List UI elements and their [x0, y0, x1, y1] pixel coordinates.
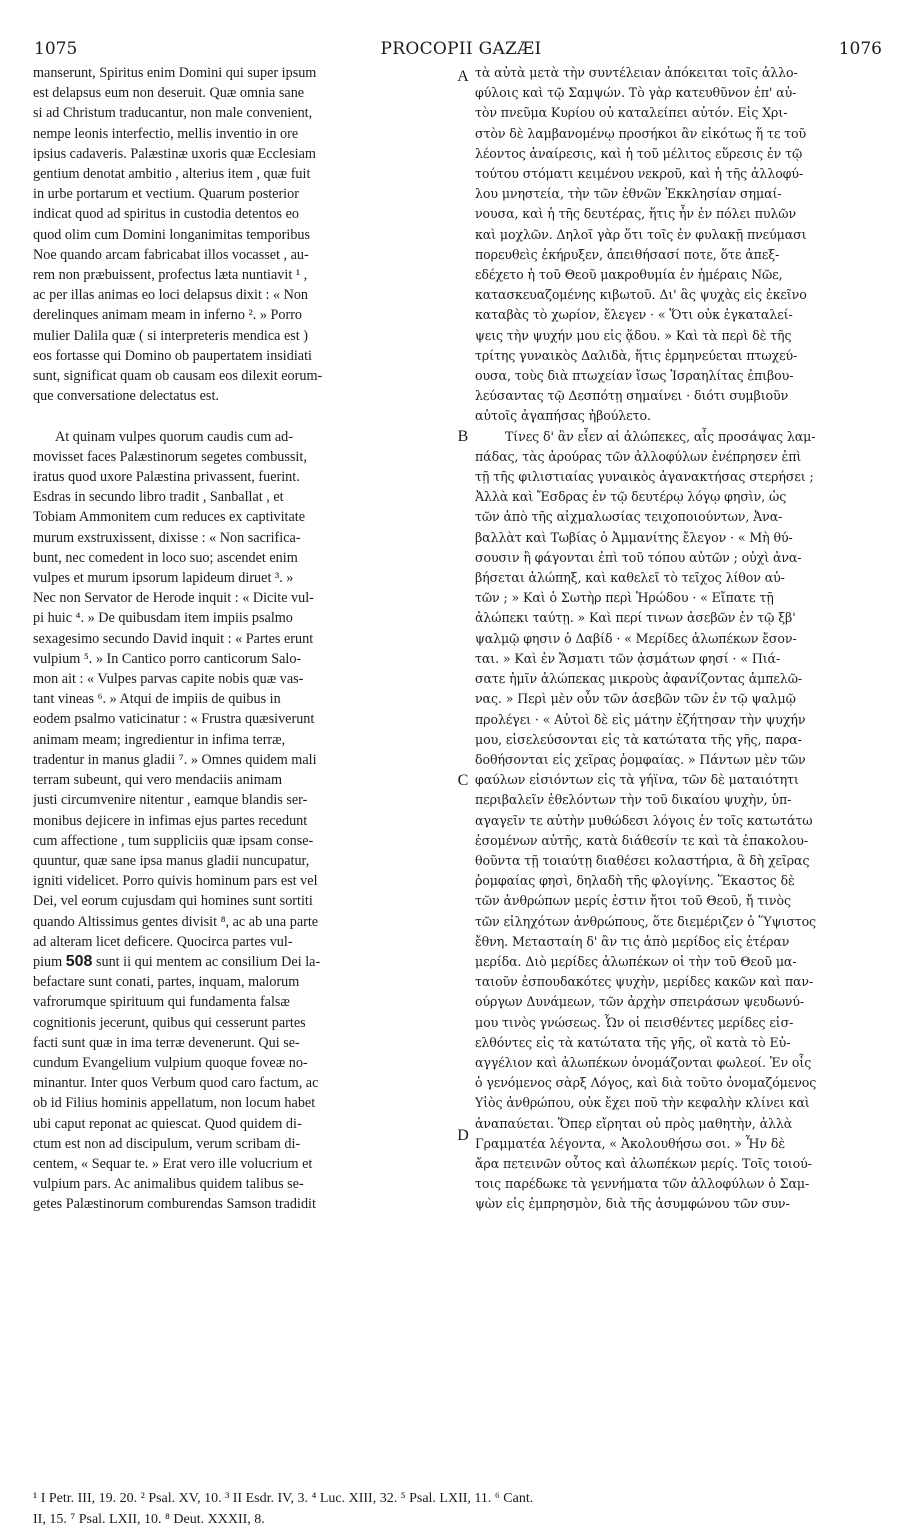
- text-line: terram subeunt, qui vero mendaciis animam: [33, 772, 282, 789]
- text-line: ἔθνη. Μετασταίη δ' ἂν τις ἀπὸ μερίδος εἰς ἑτέραν: [475, 933, 790, 949]
- text-line: πάδας, τὰς ἀρούρας τῶν ἀλλοφύλων ἐνέπρησεν ἐπὶ: [475, 448, 802, 464]
- text-line: bunt, nec comedent in loco suo; ascendet enim: [33, 549, 298, 566]
- page-number-left: 1075: [34, 39, 78, 59]
- text-line: vafrorumque spirituum qui fundamenta falsæ: [33, 994, 290, 1011]
- text-line: τῶν ; » Καὶ ὁ Σωτὴρ περὶ Ἡρώδου · « Εἴπατε τῇ: [475, 590, 774, 606]
- text-line: αγαγεῖν τε αὐτὴν μυθώδεσι λόγοις ἐν τοῖς κατωτάτω: [475, 812, 813, 828]
- text-line: pium 508 sunt ii qui mentem ac consilium Dei la-: [33, 952, 321, 970]
- text-line: quuntur, quæ sane ipsa manus gladii nuncupatur,: [33, 852, 310, 869]
- text-line: ψεις τὴν ψυχήν μου εἰς ᾅδου. » Καὶ τὰ περὶ δὲ τῆς: [475, 327, 792, 343]
- margin-letter-d: D: [457, 1127, 469, 1144]
- text-line: sunt, significat quam ob causam eos dilexit eorum-: [33, 368, 323, 385]
- footnotes: [33, 1488, 891, 1530]
- text-line: Tobiam Ammonitem cum reduces ex captivitate: [33, 509, 306, 526]
- text-line: τρίτης γυναικὸς Δαλιδὰ, ἥτις ἑρμηνεύεται πτωχεύ-: [475, 347, 798, 363]
- paragraph-gap: [33, 406, 451, 426]
- text-line: ob id Filius hominis appellatum, non locum habet: [33, 1095, 316, 1112]
- text-line: eodem psalmo vaticinatur : « Frustra quæsiverunt: [33, 711, 315, 728]
- text-line: vulpium pars. Ac animalibus quidem talibus se-: [33, 1176, 304, 1193]
- text-line: in urbe portarum et vectium. Quarum posterior: [33, 186, 299, 203]
- text-line: κατασκευαζομένης κιβωτοῦ. Δι' ἃς ψυχὰς εἰς ἐκεῖνο: [475, 287, 807, 303]
- text-line: στὸν δὲ λαμβανομένῳ προσήκοι ἂν εἰκότως ἥ τε τοῦ: [475, 125, 807, 141]
- text-line: ac per illas animas eo loci delapsus dixit : « Non: [33, 287, 309, 304]
- text-line: vulpes et murum ipsorum lapideum diruet ³. »: [33, 570, 294, 587]
- text-line: ἀναπαύεται. Ὅπερ εἴρηται οὐ πρὸς μαθητὴν, ἀλλὰ: [475, 1115, 793, 1131]
- text-line: justi circumvenire nitentur , eamque blandis ser-: [33, 792, 308, 809]
- text-line: vulpium ⁵. » In Cantico porro canticorum Salo-: [33, 650, 302, 667]
- text-line: est delapsus eum non deseruit. Quæ omnia sane: [33, 85, 305, 102]
- text-line: ταιοῦν ἐσπουδακότες ψυχὴν, μερίδες κακῶν καὶ παν-: [475, 974, 814, 990]
- text-line: τοις παρέδωκε τὰ γεννήματα τῶν ἀλλοφύλων ὁ Σαμ-: [475, 1176, 810, 1192]
- text-line: movisset faces Palæstinorum segetes combussit,: [33, 448, 307, 465]
- text-line: ούργων Δυνάμεων, τῶν ἀρχὴν σπειράσων ψευδωνύ-: [475, 994, 805, 1010]
- latin-text-column: [33, 63, 451, 1215]
- text-line: derelinques animam meam in inferno ². » Porro: [33, 307, 303, 324]
- margin-letter-a: A: [457, 68, 469, 85]
- text-line: Γραμματέα λέγοντα, « Ἀκολουθήσω σοι. » Ἦν δὲ: [475, 1135, 785, 1151]
- text-line: cum affectione , tum suppliciis quæ ipsam conse-: [33, 832, 314, 849]
- text-line: λου μνηστεία, τὴν τῶν ἐθνῶν Ἐκκλησίαν σημαί-: [475, 186, 782, 202]
- text-line: τῶν ἀπὸ τῆς αἰχμαλωσίας τειχοποιούντων, Ἀνα-: [475, 509, 783, 525]
- text-line: ῥομφαίας φησὶ, δηλαδὴ τῆς φλογίνης. Ἕκαστος δὲ: [475, 873, 795, 889]
- text-line: Dei, vel eorum cujusdam qui homines sunt sortiti: [33, 893, 313, 910]
- text-line: quod olim cum Domini longanimitas temporibus: [33, 226, 311, 243]
- text-line: manserunt, Spiritus enim Domini qui super ipsum: [33, 65, 317, 81]
- text-line: mon ait : « Vulpes parvas capite nobis quæ vas-: [33, 671, 304, 688]
- text-line: ubi caput reponat ac quiescat. Quod quidem di-: [33, 1115, 302, 1132]
- text-line: εδέχετο ἡ τοῦ Θεοῦ μακροθυμία ἐν ἡμέραις Νῶε,: [475, 267, 783, 283]
- text-line: φαύλων εἰσιόντων εἰς τὰ γήϊνα, τῶν δὲ ματαιότητι: [475, 772, 799, 788]
- text-line: mulier Dalila quæ ( si interpreteris mendica est ): [33, 327, 308, 344]
- text-line: σουσιν ἢ φάγονται ἐπὶ τοῦ τόπου αὐτῶν ; οὐχὶ ἀνα-: [475, 549, 802, 565]
- text-line: ctum est non ad discipulum, verum scribam di-: [33, 1135, 301, 1152]
- text-line: quando Altissimus gentes divisit ⁸, ac ab una parte: [33, 913, 319, 930]
- text-line: βήσεται ἀλώπηξ, καὶ καθελεῖ τὸ τεῖχος λίθον αὐ-: [475, 570, 785, 586]
- text-line: murum exstruxissent, dixisse : « Non sacrifica-: [33, 529, 301, 546]
- text-line: indicat quod ad spiritus in custodia detentos eo: [33, 206, 299, 223]
- page-number-right: 1076: [838, 39, 882, 59]
- footnote-line: ¹ I Petr. III, 19. 20. ² Psal. XV, 10. ³ II Esdr. IV, 3. ⁴ Luc. XIII, 32. ⁵ Psal. LXII, 11. ⁶ Cant.: [33, 1491, 534, 1506]
- text-line: si ad Christum traducantur, non male convenient,: [33, 105, 313, 122]
- text-line: nempe leonis interfectio, mellis inventio in ore: [33, 125, 299, 142]
- text-line: iratus quod uxore Palæstina privassent, fuerint.: [33, 469, 300, 486]
- text-line: Υἱὸς ἀνθρώπου, οὐκ ἔχει ποῦ τὴν κεφαλὴν κλίνει καὶ: [475, 1095, 810, 1111]
- text-line: ται. » Καὶ ἐν Ἄσματι τῶν ᾀσμάτων φησί · « Πιά-: [475, 650, 781, 666]
- text-line: αγγέλιον καὶ ἀλωπέκων ὀνομάζονται φωλεοί. Ἐν οἷς: [475, 1054, 812, 1070]
- text-line: δοθήσονται εἰς χεῖρας ῥομφαίας. » Πάντων μὲν τῶν: [475, 751, 806, 767]
- text-line: facti sunt quæ in ima terræ devenerunt. Qui se-: [33, 1034, 300, 1051]
- text-line: λέοντος ἀναίρεσις, καὶ ἡ τοῦ μέλιτος εὕρεσις ἐν τῷ: [475, 145, 803, 161]
- text-line: cognitionis jecerunt, quibus qui cesserunt partes: [33, 1014, 306, 1031]
- text-line: ipsius cadaveris. Palæstinæ uxoris quæ Ecclesiam: [33, 145, 316, 162]
- text-line: monibus dejicere in infimas ejus partes recedunt: [33, 812, 308, 829]
- text-line: ψὼν εἰς ἐμπρησμὸν, διὰ τῆς ἀσυμφώνου τῶν συν-: [475, 1196, 790, 1212]
- text-line: que conversatione delectatus est.: [33, 388, 219, 405]
- text-line: τούτου στόματι κειμένου νεκροῦ, καὶ ἡ τῆς ἀλλοφύ-: [475, 166, 804, 182]
- margin-letter-b: B: [457, 428, 469, 445]
- text-line: λεύσαντας τῷ Δεσπότῃ σημαίνει · διότι συμβιοῦν: [475, 388, 789, 404]
- text-line: Esdras in secundo libro tradit , Sanballat , et: [33, 489, 284, 506]
- text-line: igniti videlicet. Porro quivis hominum pars est vel: [33, 873, 318, 890]
- text-line: τῶν εἰληχότων ἀνθρώπους, ὅτε διεμέριζεν ὁ Ὕψιστος: [475, 913, 817, 929]
- text-line: καταβὰς τὸ χωρίον, ἔλεγεν · « Ὅτι οὐκ ἐγκαταλεί-: [475, 307, 793, 323]
- text-line: ελθόντες εἰς τὰ κατώτατα τῆς γῆς, οἳ κατὰ τὸ Εὐ-: [475, 1034, 791, 1050]
- text-line: μερίδα. Διὸ μερίδες ἀλωπέκων οἱ τὴν τοῦ Θεοῦ μα-: [475, 953, 797, 969]
- column-number: 508: [65, 952, 93, 970]
- text-line: πορευθεὶς ἐκήρυξεν, ἀπειθήσασί ποτε, ὅτε ἀπεξ-: [475, 246, 780, 262]
- text-line: rem non præbuissent, profectus læta nuntiavit ¹ ,: [33, 267, 308, 284]
- margin-letter-c: C: [457, 772, 469, 789]
- text-line: Noe quando arcam fabricabat illos vocasset , au-: [33, 246, 309, 263]
- text-line: μου, εἰσελεύσονται εἰς τὰ κατώτατα τῆς γῆς, παρα-: [475, 731, 802, 747]
- text-line: νουσα, καὶ ἡ τῆς δευτέρας, ἥτις ἦν ἐν πόλει πυλῶν: [475, 206, 797, 222]
- text-line: tant vineas ⁶. » Atqui de impiis de quibus in: [33, 691, 281, 708]
- text-line: pi huic ⁴. » De quibusdam item impiis psalmo: [33, 610, 293, 627]
- text-line: αὐτοῖς ἀγαπήσας ἠβούλετο.: [475, 408, 651, 424]
- running-title: PROCOPII GAZÆI: [380, 39, 542, 59]
- greek-text-column: [475, 63, 891, 1215]
- text-line: βαλλὰτ καὶ Τωβίας ὁ Ἀμμανίτης ἔλεγον · « Μὴ θύ-: [475, 529, 793, 545]
- text-line: gentium denotat ambitio , alterius item , quæ fuit: [33, 166, 311, 183]
- text-line: animam meam; ingredientur in infima terræ,: [33, 731, 286, 748]
- text-line: ὁ γενόμενος σὰρξ Λόγος, καὶ διὰ τοῦτο ὀνομαζόμενος: [475, 1075, 817, 1091]
- text-line: τῶν ἀνθρώπων μερίς ἐστιν ἤτοι τοῦ Θεοῦ, ἤ τινὸς: [475, 893, 791, 909]
- text-line: ἄρα πετεινῶν οὗτος καὶ ἀλωπέκων μερίς. Τοῖς τοιού-: [475, 1155, 812, 1171]
- text-line: Nec non Servator de Herode inquit : « Dicite vul-: [33, 590, 314, 607]
- text-line: ουσα, τοὺς διὰ πτωχείαν ἴσως Ἰσραηλίτας ἐπιβου-: [475, 368, 794, 384]
- text-line: νας. » Περὶ μὲν οὖν τῶν ἀσεβῶν τῶν ἐν τῷ ψαλμῷ: [475, 691, 796, 707]
- text-line: θοῦντα τῇ τοιαύτῃ διαθέσει κολαστήρια, ἃ δὴ χεῖρας: [475, 852, 810, 868]
- text-line: προλέγει · « Αὐτοὶ δὲ εἰς μάτην ἐζήτησαν τὴν ψυχήν: [475, 711, 806, 727]
- text-line: centem, « Sequar te. » Erat vero ille volucrium et: [33, 1155, 313, 1172]
- text-line: ἀλώπεκι ταύτῃ. » Καὶ περί τινων ἀσεβῶν ἐν τῷ ξβ': [475, 610, 796, 626]
- text-line: cundum Evangelium vulpium quoque foveæ no-: [33, 1054, 308, 1071]
- text-line: περιβαλεῖν ἐθελόντων τὴν τοῦ δικαίου ψυχὴν, ὑπ-: [475, 792, 792, 808]
- text-line: Τίνες δ' ἂν εἶεν αἱ ἀλώπεκες, αἷς προσάψας λαμ-: [505, 428, 816, 444]
- text-line: ad alteram licet deficere. Quocirca partes vul-: [33, 933, 293, 950]
- text-line: At quinam vulpes quorum caudis cum ad-: [55, 428, 293, 445]
- text-line: τῇ τῆς φιλιστιαίας γυναικὸς ἀγανακτήσας στερήσει ;: [475, 469, 814, 485]
- text-line: σατε ἡμῖν ἀλώπεκας μικροὺς ἀφανίζοντας ἀμπελῶ-: [475, 671, 803, 687]
- text-line: ψαλμῷ φησιν ὁ Δαβίδ · « Μερίδες ἀλωπέκων ἔσον-: [475, 630, 797, 646]
- text-line: μου τινὸς γνώσεως. Ὧν οἱ πεισθέντες μερίδες εἰσ-: [475, 1014, 794, 1030]
- text-line: befactare sunt conati, partes, inquam, malorum: [33, 974, 300, 991]
- text-line: sexagesimo secundo David inquit : « Partes erunt: [33, 630, 314, 647]
- text-line: tradentur in manus gladii ⁷. » Omnes quidem mali: [33, 751, 317, 768]
- text-line: minantur. Inter quos Verbum quod caro factum, ac: [33, 1075, 319, 1092]
- footnote-line: II, 15. ⁷ Psal. LXII, 10. ⁸ Deut. XXXII, 8.: [33, 1512, 265, 1527]
- text-line: φύλοις καὶ τῷ Σαμψών. Τὸ γὰρ κατευθῦνον ἐπ' αὐ-: [475, 85, 797, 101]
- text-line: τὸν πνεῦμα Κυρίου οὐ καταλείπει αὐτόν. Εἰς Χρι-: [475, 105, 788, 121]
- text-line: ἐσομένων αὐτῆς, κατὰ διάθεσίν τε καὶ τὰ ἐπακολου-: [475, 832, 808, 848]
- text-line: καὶ μοχλῶν. Δηλοῖ γὰρ ὅτι τοῖς ἐν φυλακῇ πνεύμασι: [475, 226, 807, 242]
- text-line: getes Palæstinorum comburendas Samson tradidit: [33, 1196, 316, 1213]
- text-line: τὰ αὐτὰ μετὰ τὴν συντέλειαν ἀπόκειται τοῖς ἀλλο-: [475, 65, 798, 80]
- text-line: Ἀλλὰ καὶ Ἔσδρας ἐν τῷ δευτέρῳ λόγῳ φησὶν, ὡς: [475, 489, 787, 505]
- text-line: eos fortasse qui Domino ob paupertatem insidiati: [33, 347, 312, 364]
